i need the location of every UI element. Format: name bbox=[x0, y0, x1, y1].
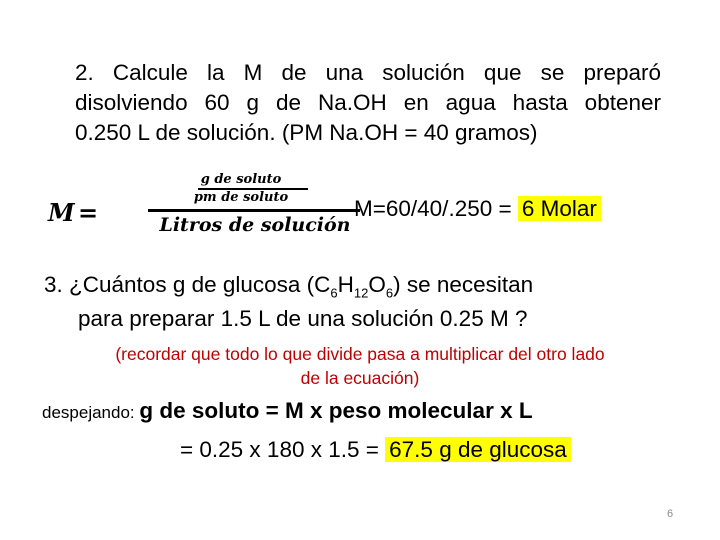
solution-calc-text: = 0.25 x 180 x 1.5 = bbox=[180, 437, 386, 462]
molarity-formula-image bbox=[48, 172, 351, 242]
problem-2-line-1: 2. Calcule la M de una solución que se preparó bbox=[75, 60, 661, 85]
note-line-2: de la ecuación) bbox=[300, 368, 420, 388]
formula-o: O bbox=[368, 272, 386, 297]
formula-lhs: M bbox=[48, 198, 75, 227]
solution-answer-highlight: 67.5 g de glucosa bbox=[385, 437, 571, 462]
problem-3-prefix: 3. ¿Cuántos g de glucosa (C bbox=[44, 272, 331, 297]
problem-2-line-3: 0.250 L de solución. (PM Na.OH = 40 gramos) bbox=[75, 120, 538, 145]
problem-2-text bbox=[75, 58, 661, 148]
note-line-1: (recordar que todo lo que divide pasa a multiplicar del otro lado bbox=[115, 344, 605, 364]
formula-equals: = bbox=[78, 198, 99, 227]
problem-2-result bbox=[354, 194, 601, 224]
formula-bottom: Litros de solución bbox=[159, 214, 351, 236]
page-number: 6 bbox=[667, 508, 674, 520]
formula-denominator: pm de soluto bbox=[193, 190, 289, 205]
problem-3-line-1 bbox=[44, 272, 534, 301]
solution-calculation bbox=[180, 433, 571, 467]
solution-formula bbox=[42, 398, 533, 424]
solution-formula-text: g de soluto = M x peso molecular x L bbox=[139, 398, 533, 423]
formula-main-fraction-bar bbox=[148, 209, 360, 212]
result-expression: M=60/40/.250 = bbox=[354, 196, 518, 221]
formula-numerator: g de soluto bbox=[200, 172, 282, 187]
problem-3-suffix: ) se necesitan bbox=[393, 272, 534, 297]
reminder-note bbox=[40, 342, 680, 390]
subscript-c: 6 bbox=[330, 285, 338, 301]
problem-2-line-2: disolviendo 60 g de Na.OH en agua hasta obtener bbox=[75, 90, 661, 115]
subscript-o: 6 bbox=[385, 285, 394, 301]
result-answer-highlight: 6 Molar bbox=[518, 196, 601, 221]
problem-3-text bbox=[44, 268, 533, 336]
subscript-h: 12 bbox=[353, 285, 369, 301]
solution-prefix: despejando: bbox=[42, 403, 140, 422]
problem-3-line-2: para preparar 1.5 L de una solución 0.25 M ? bbox=[78, 306, 528, 331]
formula-h: H bbox=[337, 272, 354, 297]
